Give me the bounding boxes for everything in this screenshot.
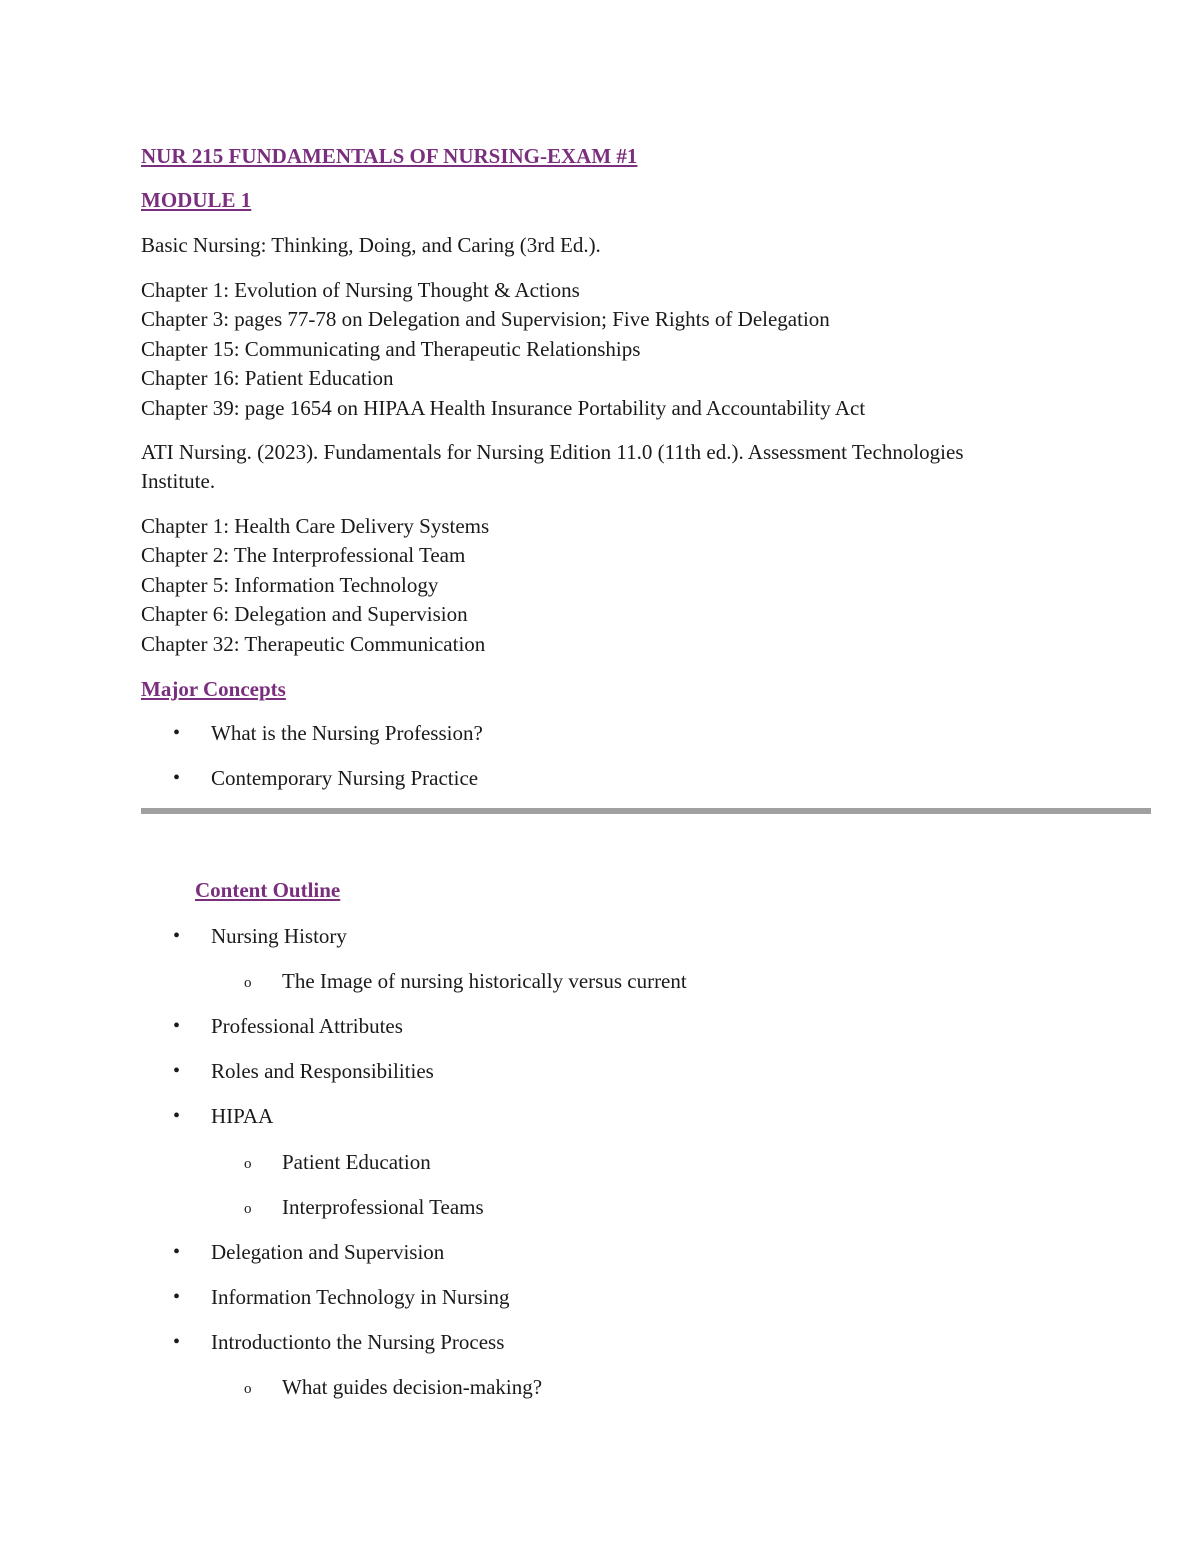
chapter-item: Chapter 32: Therapeutic Communication <box>141 631 486 656</box>
sub-bullet-icon: o <box>244 1201 252 1217</box>
bullet-icon: • <box>173 925 181 947</box>
chapter-item: Chapter 2: The Interprofessional Team <box>141 543 466 568</box>
chapter-item: Chapter 1: Evolution of Nursing Thought & Actions <box>141 278 580 302</box>
chapter-item: Chapter 15: Communicating and Therapeutic Relationships <box>141 336 641 361</box>
content-outline-heading: Content Outline <box>195 878 341 902</box>
bullet-icon: • <box>173 767 181 789</box>
chapter-item: Chapter 1: Health Care Delivery Systems <box>141 514 490 538</box>
chapter-item: Chapter 39: page 1654 on HIPAA Health Insurance Portability and Accountability Act <box>141 395 866 420</box>
textbook2-chapter-list <box>141 512 489 659</box>
chapter-item: Chapter 6: Delegation and Supervision <box>141 602 468 627</box>
bullet-icon: • <box>173 1331 181 1353</box>
bullet-icon: • <box>173 1015 181 1037</box>
chapter-item: Chapter 5: Information Technology <box>141 572 439 597</box>
chapter-item: Chapter 16: Patient Education <box>141 366 394 391</box>
bullet-icon: • <box>173 1060 181 1082</box>
chapter-item: Chapter 3: pages 77-78 on Delegation and Supervision; Five Rights of Delegation <box>141 307 830 332</box>
major-concepts-heading: Major Concepts <box>141 677 286 701</box>
bullet-icon: • <box>173 1286 181 1308</box>
document-title: NUR 215 FUNDAMENTALS OF NURSING-EXAM #1 <box>141 144 638 168</box>
sub-bullet-icon: o <box>244 1381 252 1397</box>
bullet-icon: • <box>173 1241 181 1263</box>
textbook1-chapter-list <box>141 276 865 423</box>
sub-bullet-icon: o <box>244 975 252 991</box>
sub-bullet-icon: o <box>244 1156 252 1172</box>
horizontal-rule <box>141 808 1151 814</box>
textbook-citation-1: Basic Nursing: Thinking, Doing, and Caring (3rd Ed.). <box>141 233 601 257</box>
module-heading: MODULE 1 <box>141 188 252 212</box>
bullet-icon: • <box>173 1105 181 1127</box>
textbook-citation-2: ATI Nursing. (2023). Fundamentals for Nursing Edition 11.0 (11th ed.). Assessment Technologies Institute. <box>141 440 964 493</box>
bullet-icon: • <box>173 722 181 744</box>
